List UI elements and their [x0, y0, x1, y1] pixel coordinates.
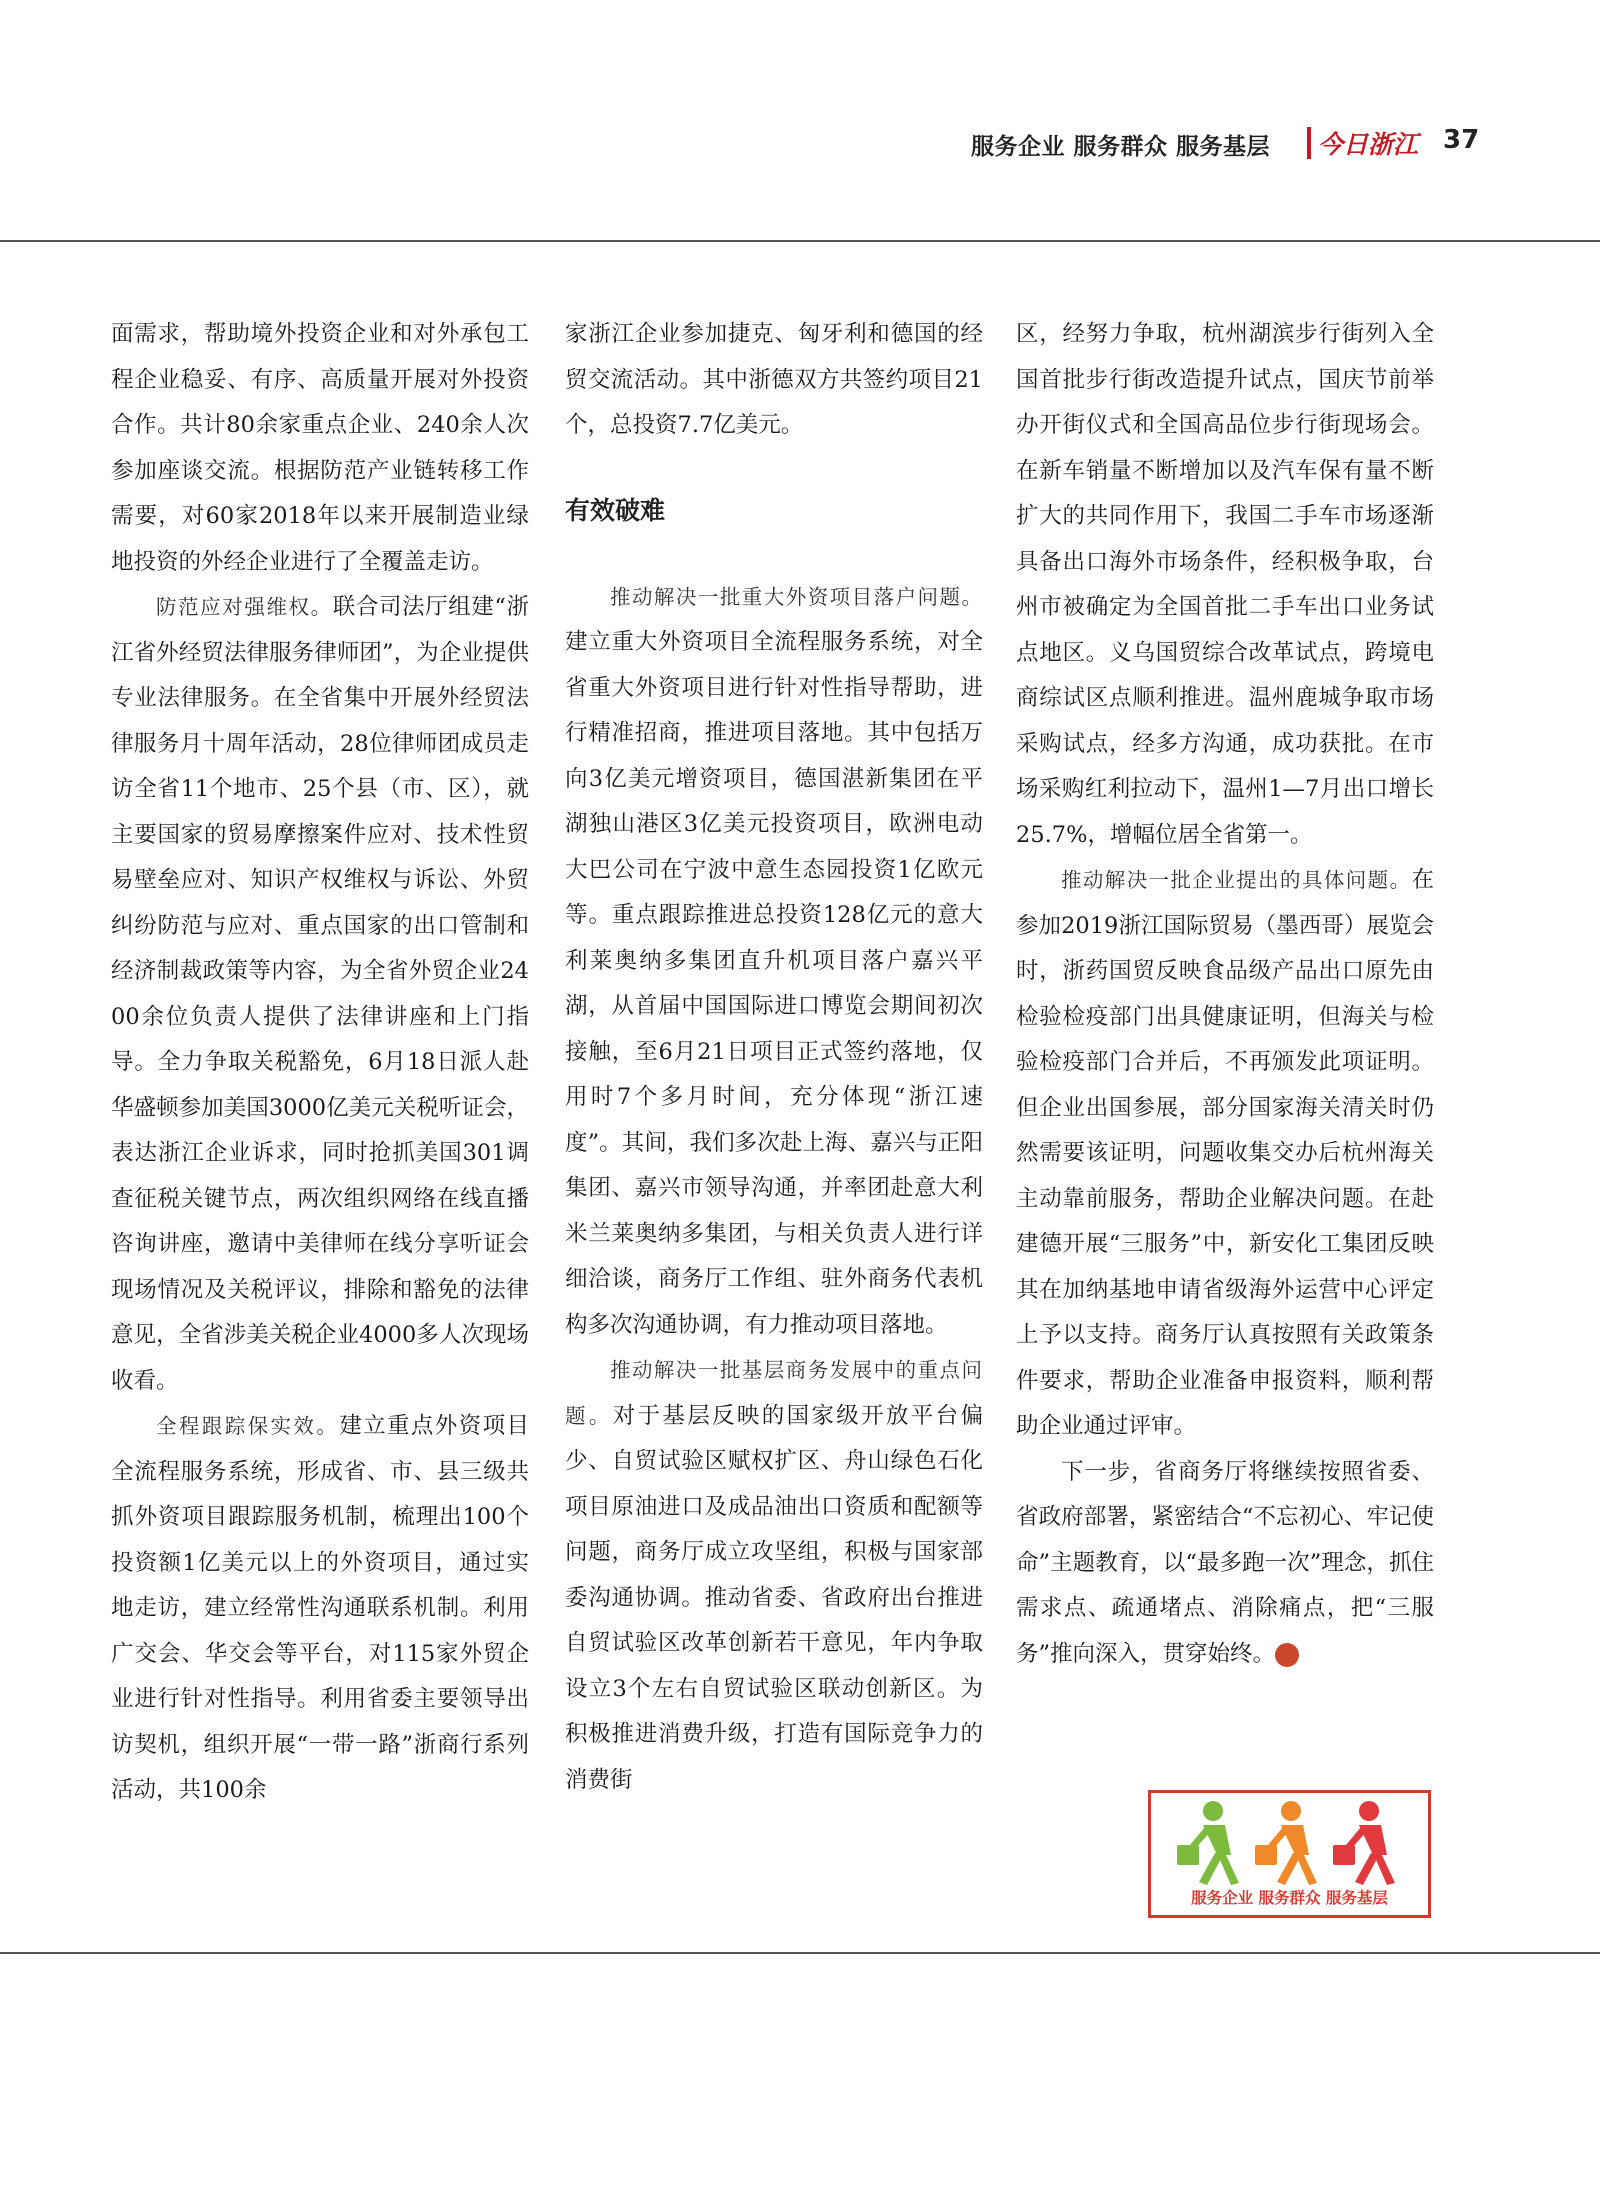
paragraph: 面需求，帮助境外投资企业和对外承包工程企业稳妥、有序、高质量开展对外投资合作。共计80余家重点企业、240余人次参加座谈交流。根据防范产业链转移工作需要，对60家2018年以来开展制造业绿地投资的外经企业进行了全覆盖走访。 — [111, 321, 529, 575]
figure-red-icon — [1333, 1801, 1395, 1885]
section-title: 服务企业 服务群众 服务基层 — [970, 134, 1270, 160]
service-logo — [1148, 1790, 1431, 1918]
header-divider — [1307, 127, 1311, 159]
paragraph-lead: 推动解决一批企业提出的具体问题。 — [1061, 868, 1412, 892]
page-number: 37 — [1443, 125, 1480, 155]
figure-orange-icon — [1255, 1801, 1317, 1885]
paragraph: 推动解决一批基层商务发展中的重点问题。对于基层反映的国家级开放平台偏少、自贸试验区赋权扩区、舟山绿色石化项目原油进口及成品油出口资质和配额等问题，商务厅成立攻坚组，积极与国家部委沟通协调。推动省委、省政府出台推进自贸试验区改革创新若干意见，年内争取设立3个左右自贸试验区联动创新区。为积极推进消费升级，打造有国际竞争力的消费街 — [565, 1358, 983, 1793]
paragraph: 防范应对强维权。联合司法厅组建“浙江省外经贸法律服务律师团”，为企业提供专业法律服务。在全省集中开展外经贸法律服务月十周年活动，28位律师团成员走访全省11个地市、25个县（市、区），就主要国家的贸易摩擦案件应对、技术性贸易壁垒应对、知识产权维权与诉讼、外贸纠纷防范与应对、重点国家的出口管制和经济制裁政策等内容，为全省外贸企业2400余位负责人提供了法律讲座和上门指导。全力争取关税豁免，6月18日派人赴华盛顿参加美国3000亿美元关税听证会，表达浙江企业诉求，同时抢抓美国301调查征税关键节点，两次组织网络在线直播咨询讲座，邀请中美律师在线分享听证会现场情况及关税评议，排除和豁免的法律意见，全省涉美关税企业4000多人次现场收看。 — [111, 594, 529, 1394]
bottom-rule — [0, 1952, 1600, 1954]
article-column-2 — [565, 312, 983, 1803]
paragraph: 家浙江企业参加捷克、匈牙利和德国的经贸交流活动。其中浙德双方共签约项目21个，总投资7.7亿美元。 — [565, 321, 983, 438]
paragraph: 区，经努力争取，杭州湖滨步行街列入全国首批步行街改造提升试点，国庆节前举办开街仪式和全国高品位步行街现场会。在新车销量不断增加以及汽车保有量不断扩大的共同作用下，我国二手车市场逐渐具备出口海外市场条件，经积极争取，台州市被确定为全国首批二手车出口业务试点地区。义乌国贸综合改革试点，跨境电商综试区点顺利推进。温州鹿城争取市场采购试点，经多方沟通，成功获批。在市场采购红利拉动下，温州1—7月出口增长25.7%，增幅位居全省第一。 — [1016, 321, 1434, 848]
paragraph-lead: 全程跟踪保实效。 — [156, 1414, 340, 1438]
top-rule — [0, 240, 1600, 242]
magazine-logo: 今日浙江 — [1318, 130, 1419, 159]
paragraph-lead: 推动解决一批重大外资项目落户问题。 — [610, 584, 983, 609]
paragraph: 推动解决一批企业提出的具体问题。在参加2019浙江国际贸易（墨西哥）展览会时，浙药国贸反映食品级产品出口原先由检验检疫部门出具健康证明，但海关与检验检疫部门合并后，不再颁发此项证明。但企业出国参展，部分国家海关清关时仍然需要该证明，问题收集交办后杭州海关主动靠前服务，帮助企业解决问题。在赴建德开展“三服务”中，新安化工集团反映其在加纳基地申请省级海外运营中心评定上予以支持。商务厅认真按照有关政策条件要求，帮助企业准备申报资料，顺利帮助企业通过评审。 — [1016, 867, 1434, 1439]
figure-green-icon — [1177, 1801, 1239, 1885]
article-column-3 — [1016, 312, 1434, 1677]
logo-caption: 服务企业 服务群众 服务基层 — [1191, 1889, 1388, 1907]
page-header — [0, 120, 1600, 170]
subheading: 有效破难 — [565, 495, 666, 525]
article-end-icon: 今 — [1275, 1643, 1299, 1667]
paragraph: 下一步，省商务厅将继续按照省委、省政府部署，紧密结合“不忘初心、牢记使命”主题教育，以“最多跑一次”理念，抓住需求点、疏通堵点、消除痛点，把“三服务”推向深入，贯穿始终。 今 — [1016, 1458, 1434, 1667]
paragraph: 全程跟踪保实效。建立重点外资项目全流程服务系统，形成省、市、县三级共抓外资项目跟踪服务机制，梳理出100个投资额1亿美元以上的外资项目，通过实地走访，建立经常性沟通联系机制。利用广交会、华交会等平台，对115家外贸企业进行针对性指导。利用省委主要领导出访契机，组织开展“一带一路”浙商行系列活动，共100余 — [111, 1413, 529, 1803]
paragraph: 推动解决一批重大外资项目落户问题。建立重大外资项目全流程服务系统，对全省重大外资项目进行针对性指导帮助，进行精准招商，推进项目落地。其中包括万向3亿美元增资项目，德国湛新集团在平湖独山港区3亿美元投资项目，欧洲电动大巴公司在宁波中意生态园投资1亿欧元等。重点跟踪推进总投资128亿元的意大利莱奥纳多集团直升机项目落户嘉兴平湖，从首届中国国际进口博览会期间初次接触，至6月21日项目正式签约落地，仅用时7个多月时间，充分体现“浙江速度”。其间，我们多次赴上海、嘉兴与正阳集团、嘉兴市领导沟通，并率团赴意大利米兰莱奥纳多集团，与相关负责人进行详细洽谈，商务厅工作组、驻外商务代表机构多次沟通协调，有力推动项目落地。 — [565, 584, 983, 1338]
paragraph-lead: 推动解决一批基层商务发展中的重点问题。 — [565, 1358, 983, 1428]
paragraph-lead: 防范应对强维权。 — [156, 595, 333, 619]
article-column-1 — [111, 312, 529, 1814]
